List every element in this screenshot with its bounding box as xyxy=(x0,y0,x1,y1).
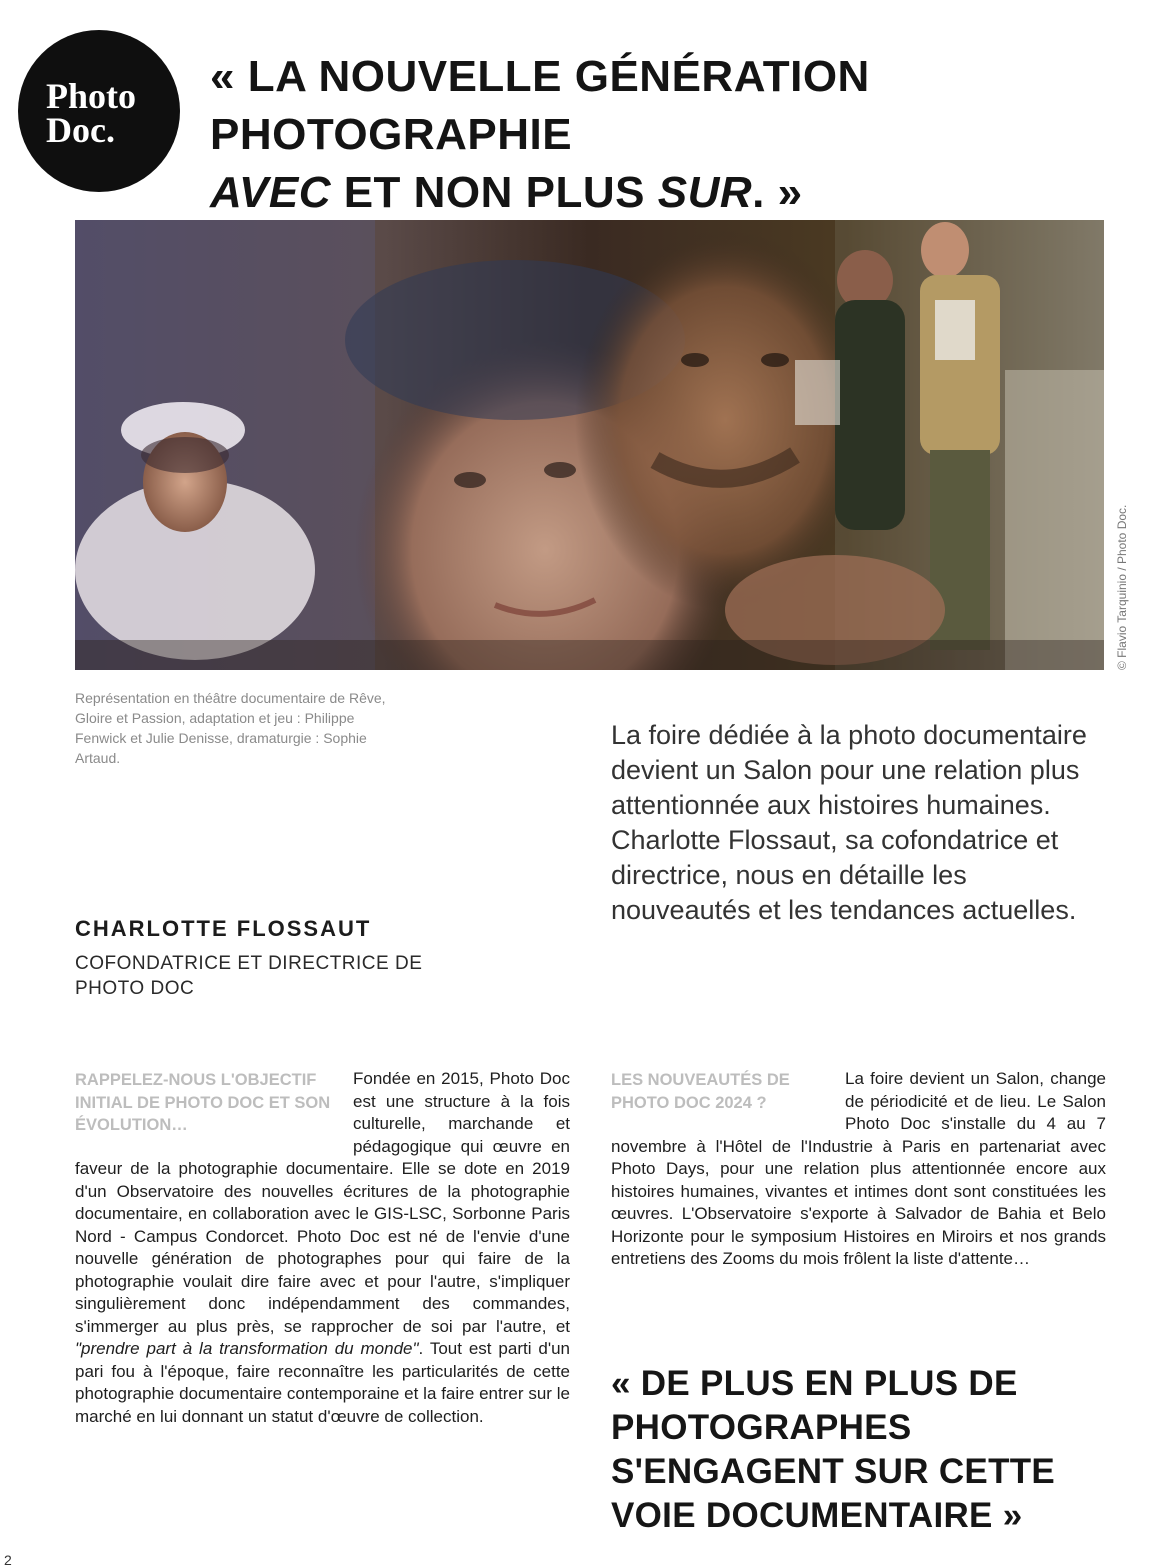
author-name: CHARLOTTE FLOSSAUT xyxy=(75,916,372,941)
photo-caption: Représentation en théâtre documentaire de Rêve, Gloire et Passion, adaptation et jeu : Philippe Fenwick et Julie Denisse, dramaturgie : Sophie Artaud. xyxy=(75,690,386,766)
photo-credit: © Flavio Tarquinio / Photo Doc. xyxy=(1115,504,1129,670)
page-number: 2 xyxy=(4,1552,12,1568)
answer-1-quote: "prendre part à la transformation du monde" xyxy=(75,1339,419,1358)
headline-line-1: « LA NOUVELLE GÉNÉRATION PHOTOGRAPHIE xyxy=(210,52,870,159)
page-headline xyxy=(210,48,1130,222)
logo-line-2: Doc. xyxy=(46,110,115,150)
headline-italic-avec: AVEC xyxy=(210,168,331,217)
question-1: RAPPELEZ-NOUS L'OBJECTIF INITIAL DE PHOTO DOC ET SON ÉVOLUTION… xyxy=(75,1071,331,1134)
photo-doc-logo xyxy=(18,30,180,192)
author-role: COFONDATRICE ET DIRECTRICE DE PHOTO DOC xyxy=(75,953,423,999)
intro-paragraph: La foire dédiée à la photo documentaire devient un Salon pour une relation plus attentionnée aux histoires humaines. Charlotte Flossaut, sa cofondatrice et directrice, nous en détaille les nouveautés et les tendances actuelles. xyxy=(611,720,1087,925)
pull-quote: « DE PLUS EN PLUS DE PHOTOGRAPHES S'ENGAGENT SUR CETTE VOIE DOCUMENTAIRE » xyxy=(611,1364,1056,1535)
headline-italic-sur: SUR xyxy=(657,168,753,217)
headline-end: . » xyxy=(752,168,803,217)
theatre-photo xyxy=(75,220,1104,670)
interview-column-left xyxy=(75,1068,570,1428)
headline-mid: ET NON PLUS xyxy=(330,168,658,217)
interview-column-right xyxy=(611,1068,1106,1271)
logo-line-1: Photo xyxy=(46,76,136,116)
answer-1-part-2: . Tout est parti d'un pari fou à l'époque, faire reconnaître les particularités de cette photographie documentaire contemporaine et la faire entrer sur le marché en lui donnant un statut d'œuvre de collection. xyxy=(75,1339,570,1426)
answer-1-part-1: Fondée en 2015, Photo Doc est une structure à la fois culturelle, marchande et pédagogique qui œuvre en faveur de la photographie documentaire. Elle se dote en 2019 d'un Observatoire des nouvelles écritures de la photographie documentaire, en collaboration avec le GIS-LSC, Sorbonne Paris Nord - Campus Condorcet. Photo Doc est né de l'envie d'une nouvelle génération de photographes pour qui faire de la photographie voulait dire faire avec et pour l'autre, s'impliquer singulièrement donc indépendamment des commandes, s'immerger au plus près, se rapprocher de soi par l'autre, et xyxy=(75,1069,570,1336)
answer-2: La foire devient un Salon, change de périodicité et de lieu. Le Salon Photo Doc s'installe du 4 au 7 novembre à l'Hôtel de l'Industrie à Paris en partenariat avec Photo Days, pour une relation plus attentionnée encore aux histoires humaines, vivantes et intimes dont sont constituées les œuvres. L'Observatoire s'exporte à Salvador de Bahia et Belo Horizonte pour le symposium Histoires en Miroirs et nos grands entretiens des Zooms du mois frôlent la liste d'attente… xyxy=(611,1069,1106,1268)
question-2: LES NOUVEAUTÉS DE PHOTO DOC 2024 ? xyxy=(611,1071,790,1112)
